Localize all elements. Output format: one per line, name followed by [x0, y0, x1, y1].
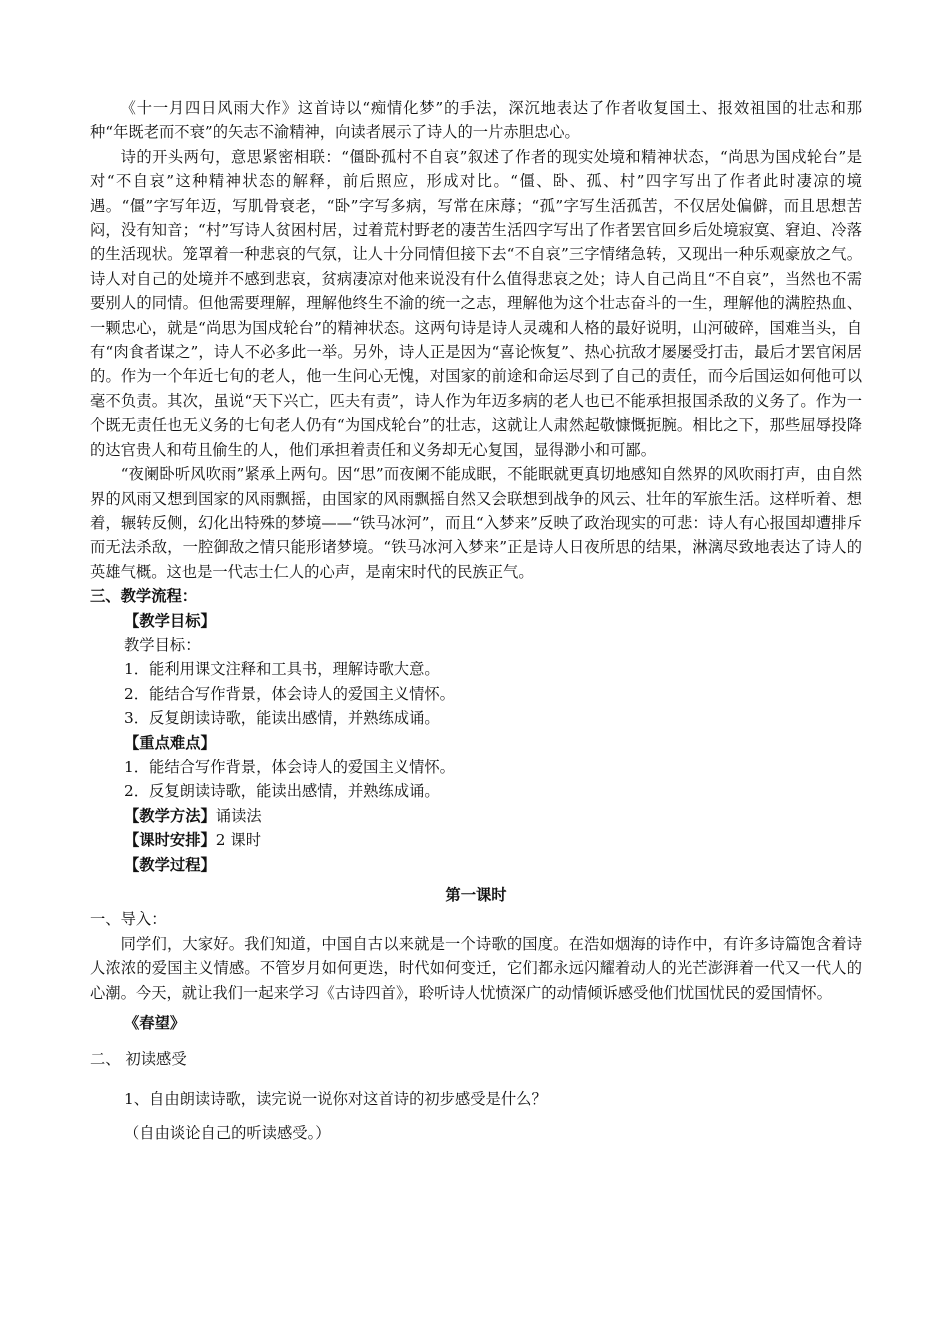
schedule-label: 【课时安排】 — [124, 831, 216, 850]
schedule-value: 2 课时 — [215, 831, 261, 850]
teaching-flow-heading: 三、教学流程： — [90, 587, 198, 606]
document-page — [90, 96, 862, 1145]
key-point-item: 2．反复朗读诗歌，能读出感情，并熟练成诵。 — [124, 782, 440, 801]
schedule-line — [90, 828, 862, 852]
method-value: 诵读法 — [215, 806, 262, 825]
goal-item: 2．能结合写作背景，体会诗人的爱国主义情怀。 — [124, 684, 455, 703]
lesson-title: 第一课时 — [445, 886, 507, 904]
goals-label: 【教学目标】 — [124, 611, 216, 630]
key-point-item: 1．能结合写作背景，体会诗人的爱国主义情怀。 — [124, 757, 455, 776]
question-1: 1、自由朗读诗歌，读完说一说你对这首诗的初步感受是什么？ — [124, 1090, 547, 1109]
analysis-paragraph-1: 《十一月四日风雨大作》这首诗以“痴情化梦”的手法，深沉地表达了作者收复国土、报效祖国的壮志和那种“年既老而不衰”的矢志不渝精神，向读者展示了诗人的一片赤胆忠心。 — [90, 99, 862, 142]
goal-item: 3．反复朗读诗歌，能读出感情，并熟练成诵。 — [124, 709, 440, 728]
section-first-reading: 二、 初读感受 — [90, 1050, 187, 1069]
key-points-label: 【重点难点】 — [124, 733, 216, 752]
goals-intro: 教学目标： — [124, 635, 201, 654]
analysis-paragraph-2: 诗的开头两句，意思紧密相联：“僵卧孤村不自哀”叙述了作者的现实处境和精神状态，“尚思为国戍轮台”是对“不自哀”这种精神状态的解释，前后照应，形成对比。“僵、卧、孤、村”四字写出了作者此时凄凉的境遇。“僵”字写年迈，写肌骨衰老，“卧”字写多病，写常在床蓐；“孤”字写生活孤苦，不仅居处偏僻，而且思想苦闷，没有知音；“村”写诗人贫困村居，过着荒村野老的凄苦生活四字写出了作者罢官回乡后处境寂寞、窘迫、冷落的生活现状。笼罩着一种悲哀的气氛，让人十分同情但接下去“不自哀”三字情绪急转，又现出一种乐观豪放之气。诗人对自己的处境并不感到悲哀，贫病凄凉对他来说没有什么值得悲哀之处；诗人自己尚且“不自哀”，当然也不需要别人的同情。但他需要理解，理解他终生不渝的统一之志，理解他为这个壮志奋斗的一生，理解他的满腔热血、一颗忠心，就是“尚思为国戍轮台”的精神状态。这两句诗是诗人灵魂和人格的最好说明，山河破碎，国难当头，自有“肉食者谋之”，诗人不必多此一举。另外，诗人正是因为“喜论恢复”、热心抗敌才屡屡受打击，最后才罢官闲居的。作为一个年近七旬的老人，他一生问心无愧，对国家的前途和命运尽到了自己的责任，而今后国运如何他可以毫不负责。其次，虽说“天下兴亡，匹夫有责”，诗人作为年迈多病的老人也已不能承担报国杀敌的义务了。作为一个既无责任也无义务的七旬老人仍有“为国戍轮台”的壮志，这就让人肃然起敬慷慨扼腕。相比之下，那些屈辱投降的达官贵人和苟且偷生的人，他们承担着责任和义务却无心复国，显得渺小和可鄙。 — [90, 147, 862, 459]
analysis-paragraph-3: “夜阑卧听风吹雨”紧承上两句。因“思”而夜阑不能成眠，不能眠就更真切地感知自然界的风吹雨打声，由自然界的风雨又想到国家的风雨飘摇，由国家的风雨飘摇自然又会联想到战争的风云、壮年的军旅生活。这样听着、想着，辗转反侧，幻化出特殊的梦境——“铁马冰河”，而且“入梦来”反映了政治现实的可悲：诗人有心报国却遭排斥而无法杀敌，一腔御敌之情只能形诸梦境。“铁马冰河入梦来”正是诗人日夜所思的结果，淋漓尽致地表达了诗人的英雄气概。这也是一代志士仁人的心声，是南宋时代的民族正气。 — [90, 465, 862, 581]
goal-item: 1．能利用课文注释和工具书，理解诗歌大意。 — [124, 660, 440, 679]
method-line — [90, 804, 862, 828]
process-label: 【教学过程】 — [124, 855, 216, 874]
question-1-note: （自由谈论自己的听读感受。） — [124, 1123, 331, 1142]
method-label: 【教学方法】 — [124, 806, 216, 825]
poem-title: 《春望》 — [124, 1014, 186, 1033]
intro-heading: 一、导入： — [90, 910, 167, 929]
intro-paragraph: 同学们，大家好。我们知道，中国自古以来就是一个诗歌的国度。在浩如烟海的诗作中，有许多诗篇饱含着诗人浓浓的爱国主义情感。不管岁月如何更迭，时代如何变迁，它们都永远闪耀着动人的光芒澎湃着一代又一代人的心潮。今天，就让我们一起来学习《古诗四首》，聆听诗人忧愤深广的动情倾诉感受他们忧国忧民的爱国情怀。 — [90, 934, 862, 1002]
